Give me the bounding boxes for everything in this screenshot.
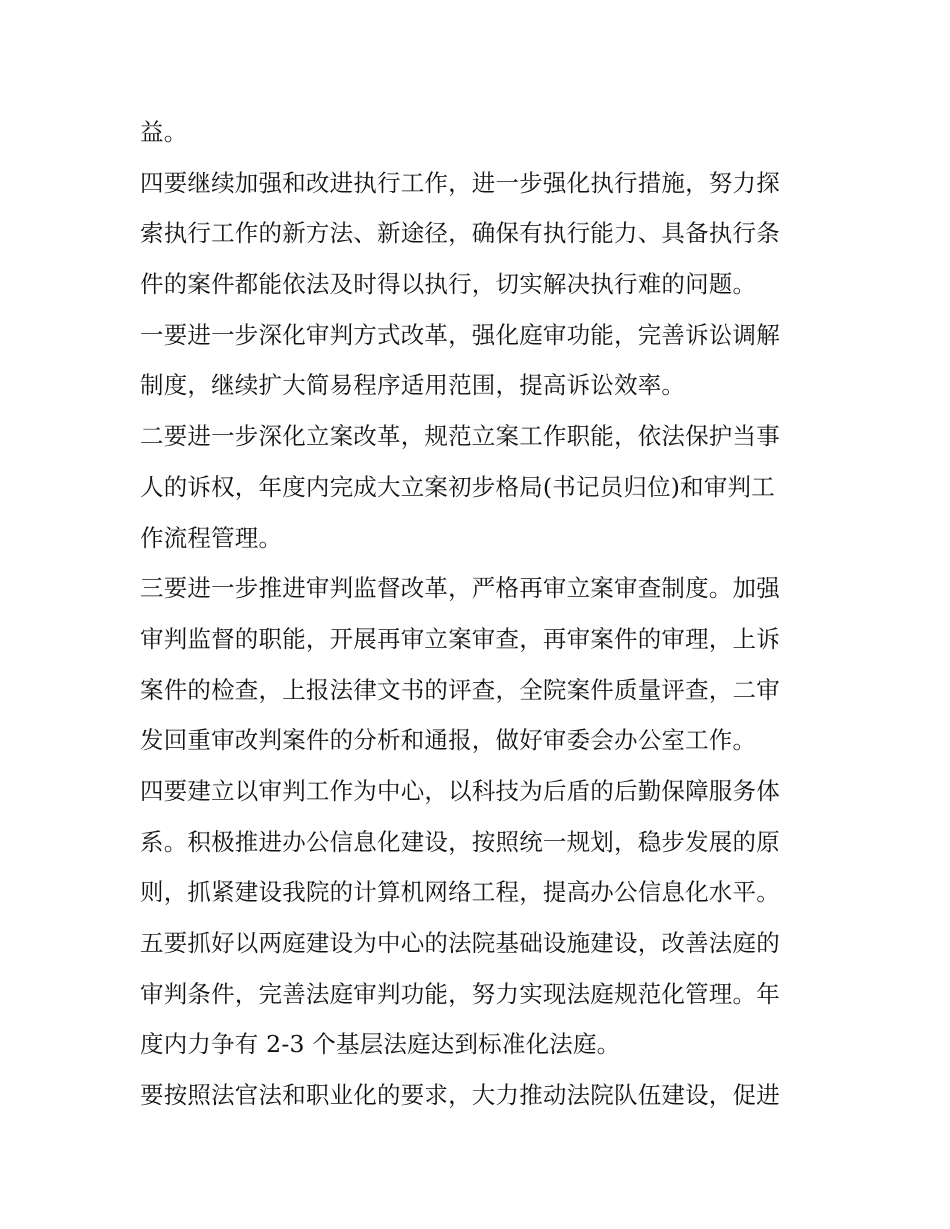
text-line: 要按照法官法和职业化的要求，大力推动法院队伍建设，促进 [140, 1081, 780, 1110]
text-line: 五要抓好以两庭建设为中心的法院基础设施建设，改善法庭的 [140, 929, 780, 957]
text-line: 作流程管理。 [140, 523, 283, 552]
paragraph-infrastructure [140, 918, 815, 1070]
text-line: 四要继续加强和改进执行工作，进一步强化执行措施，努力探 [140, 168, 780, 197]
text-line: 二要进一步深化立案改革，规范立案工作职能，依法保护当事 [140, 422, 780, 451]
paragraph-supervision-reform [140, 563, 815, 766]
text-line: 件的案件都能依法及时得以执行，切实解决执行难的问题。 [140, 270, 757, 299]
text-line: 一要进一步深化审判方式改革，强化庭审功能，完善诉讼调解 [140, 320, 780, 349]
text-line: 益。 [140, 118, 188, 146]
text-line: 三要进一步推进审判监督改革，严格再审立案审查制度。加强 [140, 574, 780, 603]
paragraph-execution-work [140, 158, 815, 310]
text-line: 发回重审改判案件的分析和通报，做好审委会办公室工作。 [140, 726, 757, 755]
text-line: 人的诉权，年度内完成大立案初步格局(书记员归位)和审判工 [140, 472, 775, 501]
text-line: 四要建立以审判工作为中心，以科技为后盾的后勤保障服务体 [140, 776, 780, 805]
text-line: 度内力争有 2-3 个基层法庭达到标准化法庭。 [140, 1030, 621, 1059]
paragraph-filing-reform [140, 411, 815, 563]
paragraph-trial-reform [140, 310, 815, 411]
text-line: 审判监督的职能，开展再审立案审查，再审案件的审理，上诉 [140, 624, 780, 653]
paragraph-continuation [140, 107, 815, 158]
document-body [140, 107, 815, 1121]
text-line: 索执行工作的新方法、新途径，确保有执行能力、具备执行条 [140, 219, 780, 248]
paragraph-team-building [140, 1070, 815, 1121]
text-line: 制度，继续扩大简易程序适用范围，提高诉讼效率。 [140, 371, 686, 400]
text-line: 审判条件，完善法庭审判功能，努力实现法庭规范化管理。年 [140, 979, 780, 1008]
text-line: 系。积极推进办公信息化建设，按照统一规划，稳步发展的原 [140, 827, 780, 856]
paragraph-logistics-system [140, 766, 815, 918]
text-line: 案件的检查，上报法律文书的评查，全院案件质量评查，二审 [140, 675, 780, 704]
text-line: 则，抓紧建设我院的计算机网络工程，提高办公信息化水平。 [140, 878, 780, 907]
